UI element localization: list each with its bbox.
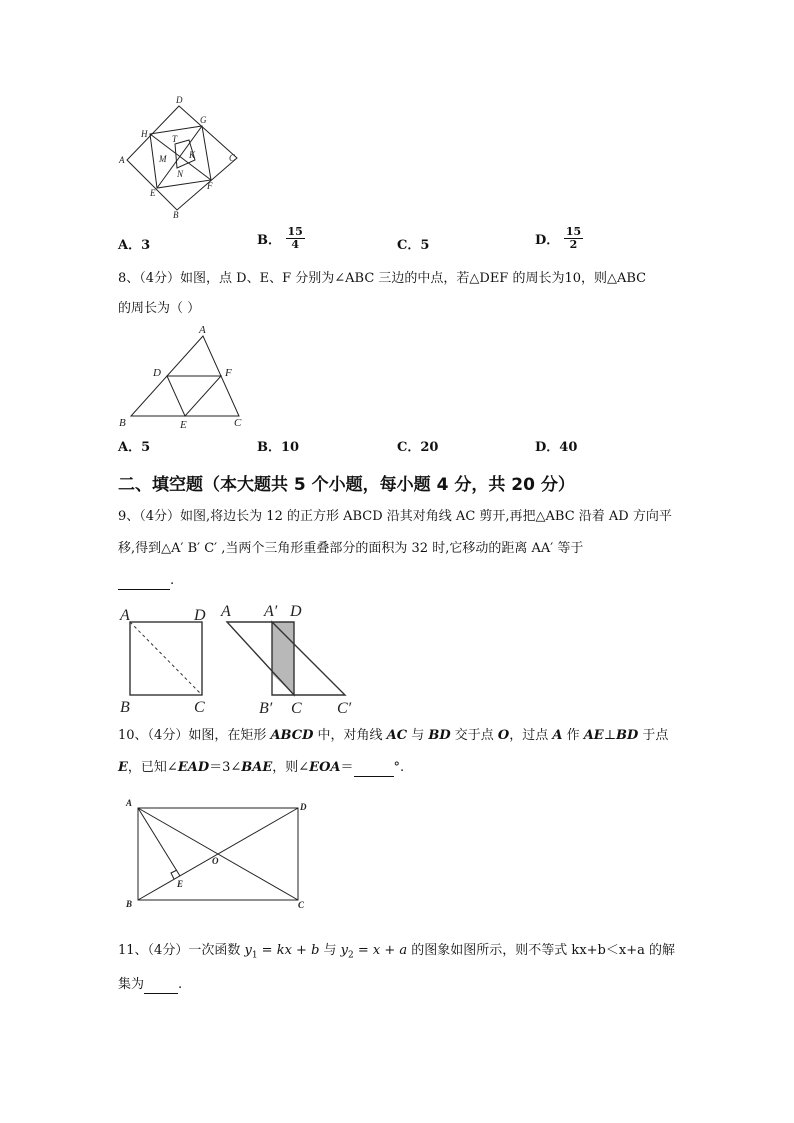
q9-right-label-a: A <box>221 603 231 620</box>
q8-option-d: D．40 <box>535 440 578 455</box>
q8-line-1: 8、（4分）如图，点 D、E、F 分别为∠ABC 三边的中点，若△DEF 的周长为10，则△ABC <box>118 271 647 286</box>
q7-option-b: B． $\frac{15}{4}$ <box>257 225 303 251</box>
q7-label-e: E <box>150 188 156 198</box>
q7-option-a: A．3 <box>118 238 151 253</box>
q7-option-d-fraction: $\frac{15}{2}$ <box>565 225 582 251</box>
q9-line-3: . <box>118 572 174 590</box>
q9-right-label-d: D <box>290 603 302 620</box>
q9-right-label-c-prime: C′ <box>337 700 352 717</box>
q9-line-2: 移,得到△A′ B′ C′ ,当两个三角形重叠部分的面积为 32 时,它移动的距离 AA′ 等于 <box>118 541 584 556</box>
q7-label-k: K <box>189 150 196 160</box>
q9-left-label-b: B <box>120 699 130 716</box>
q9-figure-right <box>215 598 365 718</box>
q10-answer-blank[interactable] <box>354 762 394 777</box>
section-2-title: 二、填空题（本大题共 5 个小题，每小题 4 分，共 20 分） <box>118 475 575 495</box>
q8-label-d: D <box>153 367 161 379</box>
q8-option-b: B．10 <box>257 440 300 455</box>
q10-segment-ae <box>138 808 180 876</box>
q7-label-m: M <box>159 154 167 164</box>
q9-diagonal-ac <box>130 622 202 695</box>
q8-option-c: C．20 <box>397 440 439 455</box>
q9-answer-blank[interactable] <box>118 575 170 590</box>
q9-right-label-b-prime: B′ <box>259 700 273 717</box>
q10-label-o: O <box>212 856 219 866</box>
q8-line-2: 的周长为（ ） <box>118 301 201 316</box>
q10-line-2: E，已知∠EAD＝3∠BAE，则∠EOA＝ °. <box>118 760 405 775</box>
q8-option-a: A．5 <box>118 440 151 455</box>
q7-label-b: B <box>173 210 179 220</box>
q9-left-label-a: A <box>120 607 130 624</box>
q7-label-n: N <box>177 169 184 179</box>
q10-line-1: 10、（4分）如图，在矩形 ABCD 中，对角线 AC 与 BD 交于点 O，过点 A 作 AE⊥BD 于点 <box>118 728 669 743</box>
q7-label-d: D <box>176 95 183 105</box>
q11-line-1: 11、（4分）一次函数 $y_1$ = kx + b 与 $y_2 = x + a$ 的图象如图所示，则不等式 kx+b＜x+a 的解 <box>118 943 675 961</box>
q8-triangle-def <box>167 376 221 416</box>
q8-label-f: F <box>225 367 232 379</box>
q9-right-label-c: C <box>291 700 302 717</box>
q10-label-e: E <box>177 879 184 889</box>
q8-label-e: E <box>180 419 187 431</box>
q7-label-f: F <box>207 181 213 191</box>
q7-label-c: C <box>229 153 236 163</box>
q8-figure <box>115 322 255 432</box>
q7-label-h: H <box>141 129 148 139</box>
q7-option-d: D． $\frac{15}{2}$ <box>535 225 582 251</box>
q8-label-a: A <box>199 324 206 336</box>
q8-label-b: B <box>119 417 126 429</box>
q8-label-c: C <box>234 417 242 429</box>
q9-figure-left <box>115 600 215 718</box>
q9-right-label-a-prime: A′ <box>264 603 278 620</box>
q9-left-label-d: D <box>194 607 206 624</box>
q7-label-a: A <box>119 155 125 165</box>
q11-line-2: 集为 . <box>118 977 183 992</box>
q7-label-g: G <box>200 115 207 125</box>
q10-label-a: A <box>126 798 133 808</box>
q7-option-b-fraction: $\frac{15}{4}$ <box>287 225 303 251</box>
q7-label-t: T <box>172 134 178 144</box>
q7-option-c: C．5 <box>397 238 430 253</box>
q7-figure <box>115 92 255 222</box>
q9-square-abcd <box>130 622 202 695</box>
q10-label-c: C <box>298 900 305 910</box>
q11-answer-blank[interactable] <box>144 979 178 994</box>
q9-line-1: 9、（4分）如图,将边长为 12 的正方形 ABCD 沿其对角线 AC 剪开,再把△ABC 沿着 AD 方向平 <box>118 509 672 524</box>
q10-figure <box>115 796 315 916</box>
q10-label-d: D <box>300 802 307 812</box>
q10-label-b: B <box>126 899 133 909</box>
q9-left-label-c: C <box>194 699 205 716</box>
